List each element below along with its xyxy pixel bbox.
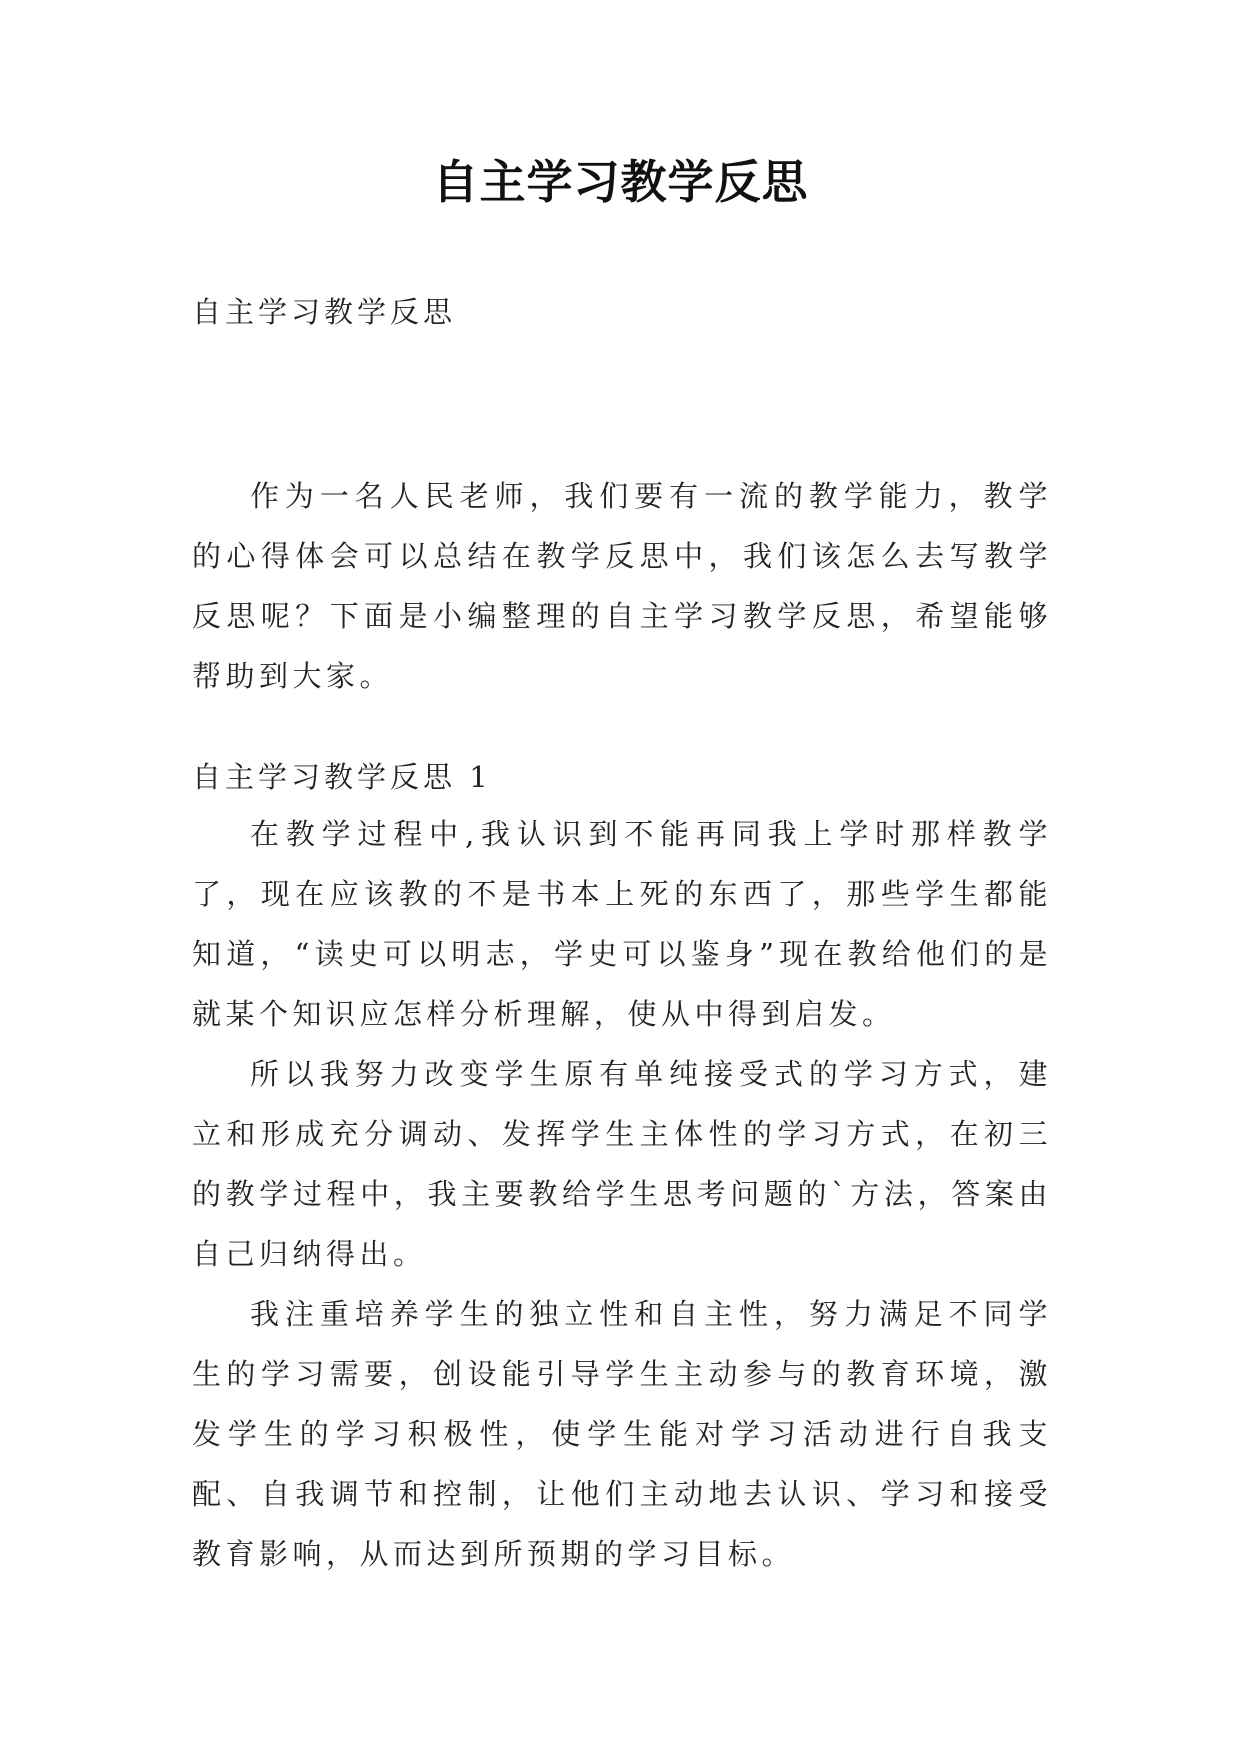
intro-paragraph: 作为一名人民老师，我们要有一流的教学能力，教学的心得体会可以总结在教学反思中，我们该怎么去写教学反思呢？下面是小编整理的自主学习教学反思，希望能够帮助到大家。 — [192, 479, 1052, 693]
section-paragraph: 我注重培养学生的独立性和自主性，努力满足不同学生的学习需要，创设能引导学生主动参与的教育环境，激发学生的学习积极性，使学生能对学习活动进行自我支配、自我调节和控制，让他们主动地去认识、学习和接受教育影响，从而达到所预期的学习目标。 — [192, 1297, 1052, 1571]
document-subtitle: 自主学习教学反思 — [192, 295, 457, 329]
section-paragraph: 所以我努力改变学生原有单纯接受式的学习方式，建立和形成充分调动、发挥学生主体性的学习方式，在初三的教学过程中，我主要教给学生思考问题的`方法，答案由自己归纳得出。 — [192, 1057, 1052, 1271]
section-heading: 自主学习教学反思 1 — [192, 760, 492, 794]
document-title: 自主学习教学反思 — [432, 155, 809, 209]
intro-section — [192, 466, 1052, 706]
section-body — [192, 804, 1052, 1584]
section-paragraph: 在教学过程中,我认识到不能再同我上学时那样教学了，现在应该教的不是书本上死的东西了，那些学生都能知道，“读史可以明志，学史可以鉴身”现在教给他们的是就某个知识应怎样分析理解，使从中得到启发。 — [192, 817, 1052, 1031]
